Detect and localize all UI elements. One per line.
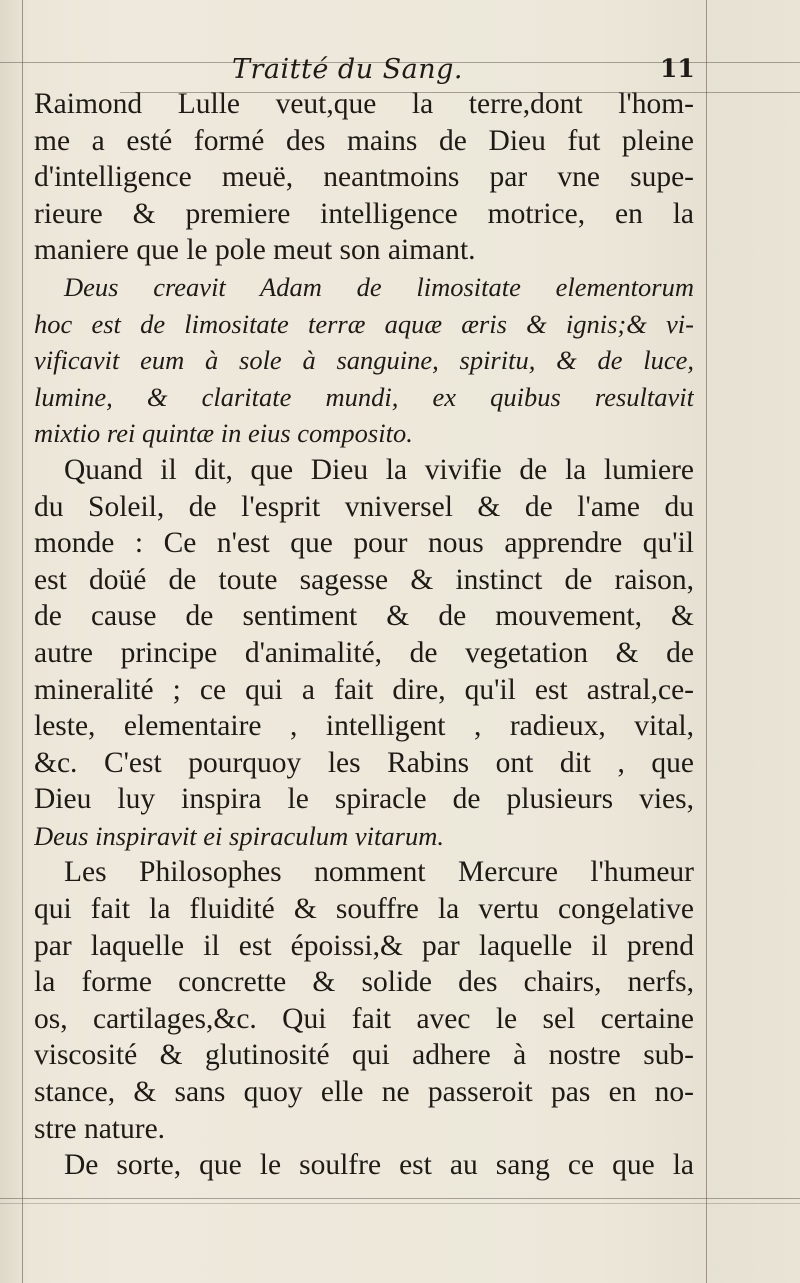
text-line: De sorte, que le soulfre est au sang ce que la [64,1149,694,1182]
paragraph-les-philosophes [34,854,694,1147]
text-line: par laquelle il est époissi,& par laquelle il prend [34,929,694,962]
text-line: &c. C'est pourquoy les Rabins ont dit , que [34,746,694,779]
text-line: du Soleil, de l'esprit vniversel & de l'ame du [34,490,694,523]
running-head-title: Traitté du Sang. [232,54,464,85]
margin-rule-left [22,0,23,1283]
text-line: monde : Ce n'est que pour nous apprendre qu'il [34,527,694,560]
text-line: de cause de sentiment & de mouvement, & [34,600,694,633]
text-line: os, cartilages,&c. Qui fait avec le sel certaine [34,1002,694,1035]
text-line: est doüé de toute sagesse & instinct de raison, [34,563,694,596]
text-line: vificavit eum à sole à sanguine, spiritu, & de luce, [34,345,694,376]
footer-rule-2 [0,1203,800,1204]
text-line: Quand il dit, que Dieu la vivifie de la lumiere [64,453,694,486]
latin-quotation-inspiravit [34,818,694,855]
text-line: autre principe d'animalité, de vegetation & de [34,636,694,669]
text-line: Dieu luy inspira le spiracle de plusieurs vies, [34,783,694,816]
text-line: la forme concrette & solide des chairs, nerfs, [34,966,694,999]
text-line: d'intelligence meuë, neantmoins par vne supe- [34,161,694,194]
text-line: stre nature. [34,1112,166,1145]
text-line: qui fait la fluidité & souffre la vertu congelative [34,893,694,926]
text-line: maniere que le pole meut son aimant. [34,234,476,267]
latin-quotation-creavit [34,269,694,452]
text-line: leste, elementaire , intelligent , radieux, vital, [34,710,694,743]
text-line: Deus creavit Adam de limositate elementorum [64,271,694,302]
margin-rule-right [706,0,707,1283]
text-line: me a esté formé des mains de Dieu fut pleine [34,124,694,157]
text-line: Les Philosophes nomment Mercure l'humeur [64,856,694,889]
text-line: mixtio rei quintæ in eius composito. [34,418,413,449]
footer-rule [0,1198,800,1199]
text-line: rieure & premiere intelligence motrice, en la [34,197,694,230]
paragraph-de-sorte [34,1147,694,1184]
text-line: mineralité ; ce qui a fait dire, qu'il est astral,ce- [34,673,694,706]
text-line: Deus inspiravit ei spiraculum vitarum. [34,820,444,851]
text-line: hoc est de limositate terræ aquæ æris & ignis;& vi- [34,308,694,339]
paragraph-raimond-lulle [34,86,694,269]
body-text [34,86,694,1184]
text-line: lumine, & claritate mundi, ex quibus resultavit [34,381,694,412]
page-number: 11 [660,54,695,83]
text-line: stance, & sans quoy elle ne passeroit pas en no- [34,1076,694,1109]
paragraph-quand-il-dit [34,452,694,818]
text-line: Raimond Lulle veut,que la terre,dont l'hom- [34,88,694,120]
text-line: viscosité & glutinosité qui adhere à nostre sub- [34,1039,694,1072]
